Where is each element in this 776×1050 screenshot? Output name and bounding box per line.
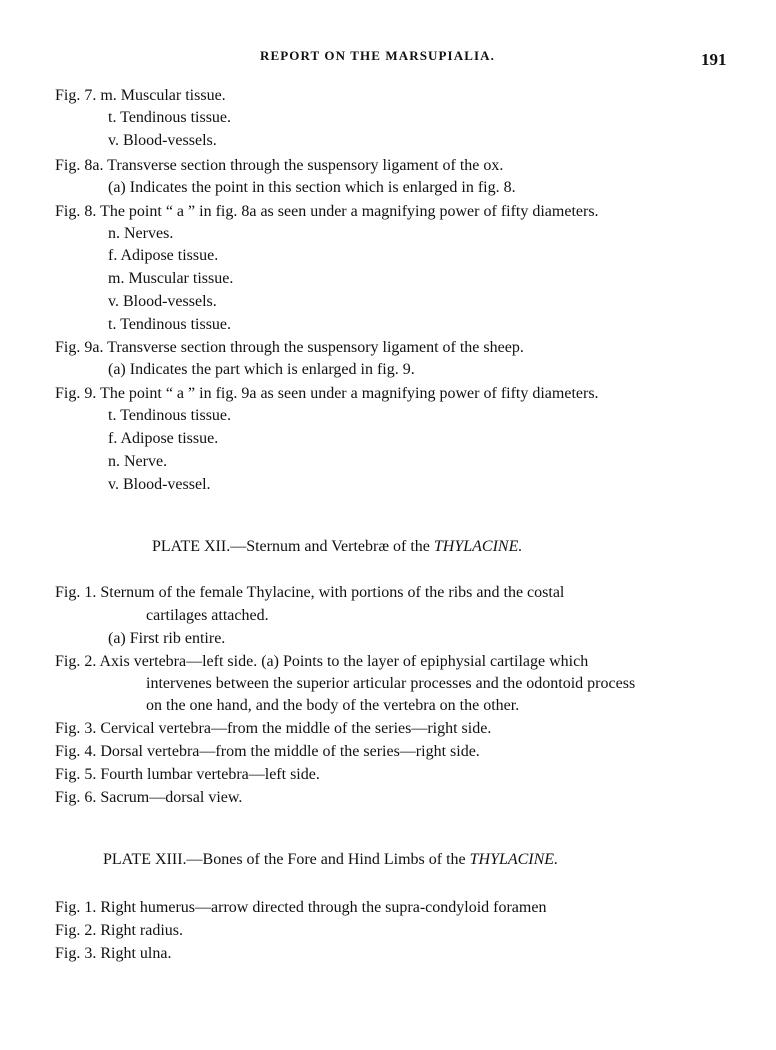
text-line: n. Nerves. [108, 225, 174, 242]
text-line: Fig. 5. Fourth lumbar vertebra—left side. [55, 766, 320, 783]
text-line: Fig. 1. Right humerus—arrow directed through the supra-condyloid foramen [55, 899, 547, 916]
running-title: REPORT ON THE MARSUPIALIA. [260, 48, 495, 63]
text-line: n. Nerve. [108, 453, 168, 470]
text-line: f. Adipose tissue. [108, 247, 219, 264]
text-line: Fig. 8. The point “ a ” in fig. 8a as seen under a magnifying power of fifty diameters. [55, 203, 599, 220]
text-line: Fig. 6. Sacrum—dorsal view. [55, 789, 243, 806]
text-line: (a) Indicates the point in this section which is enlarged in fig. 8. [108, 179, 516, 196]
plate-xiii-title-text: PLATE XIII.—Bones of the Fore and Hind Limbs of the [103, 851, 470, 868]
text-line: Fig. 2. Right radius. [55, 922, 184, 939]
text-line: Fig. 9. The point “ a ” in fig. 9a as seen under a magnifying power of fifty diameters. [55, 385, 599, 402]
text-line: Fig. 3. Right ulna. [55, 945, 172, 962]
text-line: Fig. 3. Cervical vertebra—from the middle of the series—right side. [55, 720, 492, 737]
text-line: on the one hand, and the body of the vertebra on the other. [146, 697, 520, 714]
text-line: t. Tendinous tissue. [108, 407, 232, 424]
plate-xiii-species: THYLACINE. [469, 851, 559, 868]
page-number: 191 [701, 50, 727, 69]
text-line: v. Blood-vessel. [108, 476, 211, 493]
plate-xii-title [152, 538, 522, 556]
text-line: Fig. 1. Sternum of the female Thylacine, with portions of the ribs and the costal [55, 584, 565, 601]
text-line: Fig. 9a. Transverse section through the suspensory ligament of the sheep. [55, 339, 524, 356]
text-line: m. Muscular tissue. [108, 270, 234, 287]
text-line: Fig. 2. Axis vertebra—left side. (a) Points to the layer of epiphysial cartilage which [55, 653, 589, 670]
text-line: t. Tendinous tissue. [108, 109, 232, 126]
text-line: cartilages attached. [146, 607, 269, 624]
text-line: Fig. 4. Dorsal vertebra—from the middle of the series—right side. [55, 743, 480, 760]
plate-xii-species: THYLACINE. [433, 538, 523, 555]
text-line: (a) Indicates the part which is enlarged in fig. 9. [108, 361, 415, 378]
text-line: (a) First rib entire. [108, 630, 226, 647]
text-line: intervenes between the superior articular processes and the odontoid process [146, 675, 636, 692]
plate-xii-title-text: PLATE XII.—Sternum and Vertebræ of the [152, 538, 434, 555]
text-line: t. Tendinous tissue. [108, 316, 232, 333]
text-line: f. Adipose tissue. [108, 430, 219, 447]
text-line: v. Blood-vessels. [108, 293, 217, 310]
text-line: Fig. 7. m. Muscular tissue. [55, 87, 226, 104]
text-line: Fig. 8a. Transverse section through the suspensory ligament of the ox. [55, 157, 504, 174]
plate-xiii-title [103, 851, 558, 869]
text-line: v. Blood-vessels. [108, 132, 217, 149]
